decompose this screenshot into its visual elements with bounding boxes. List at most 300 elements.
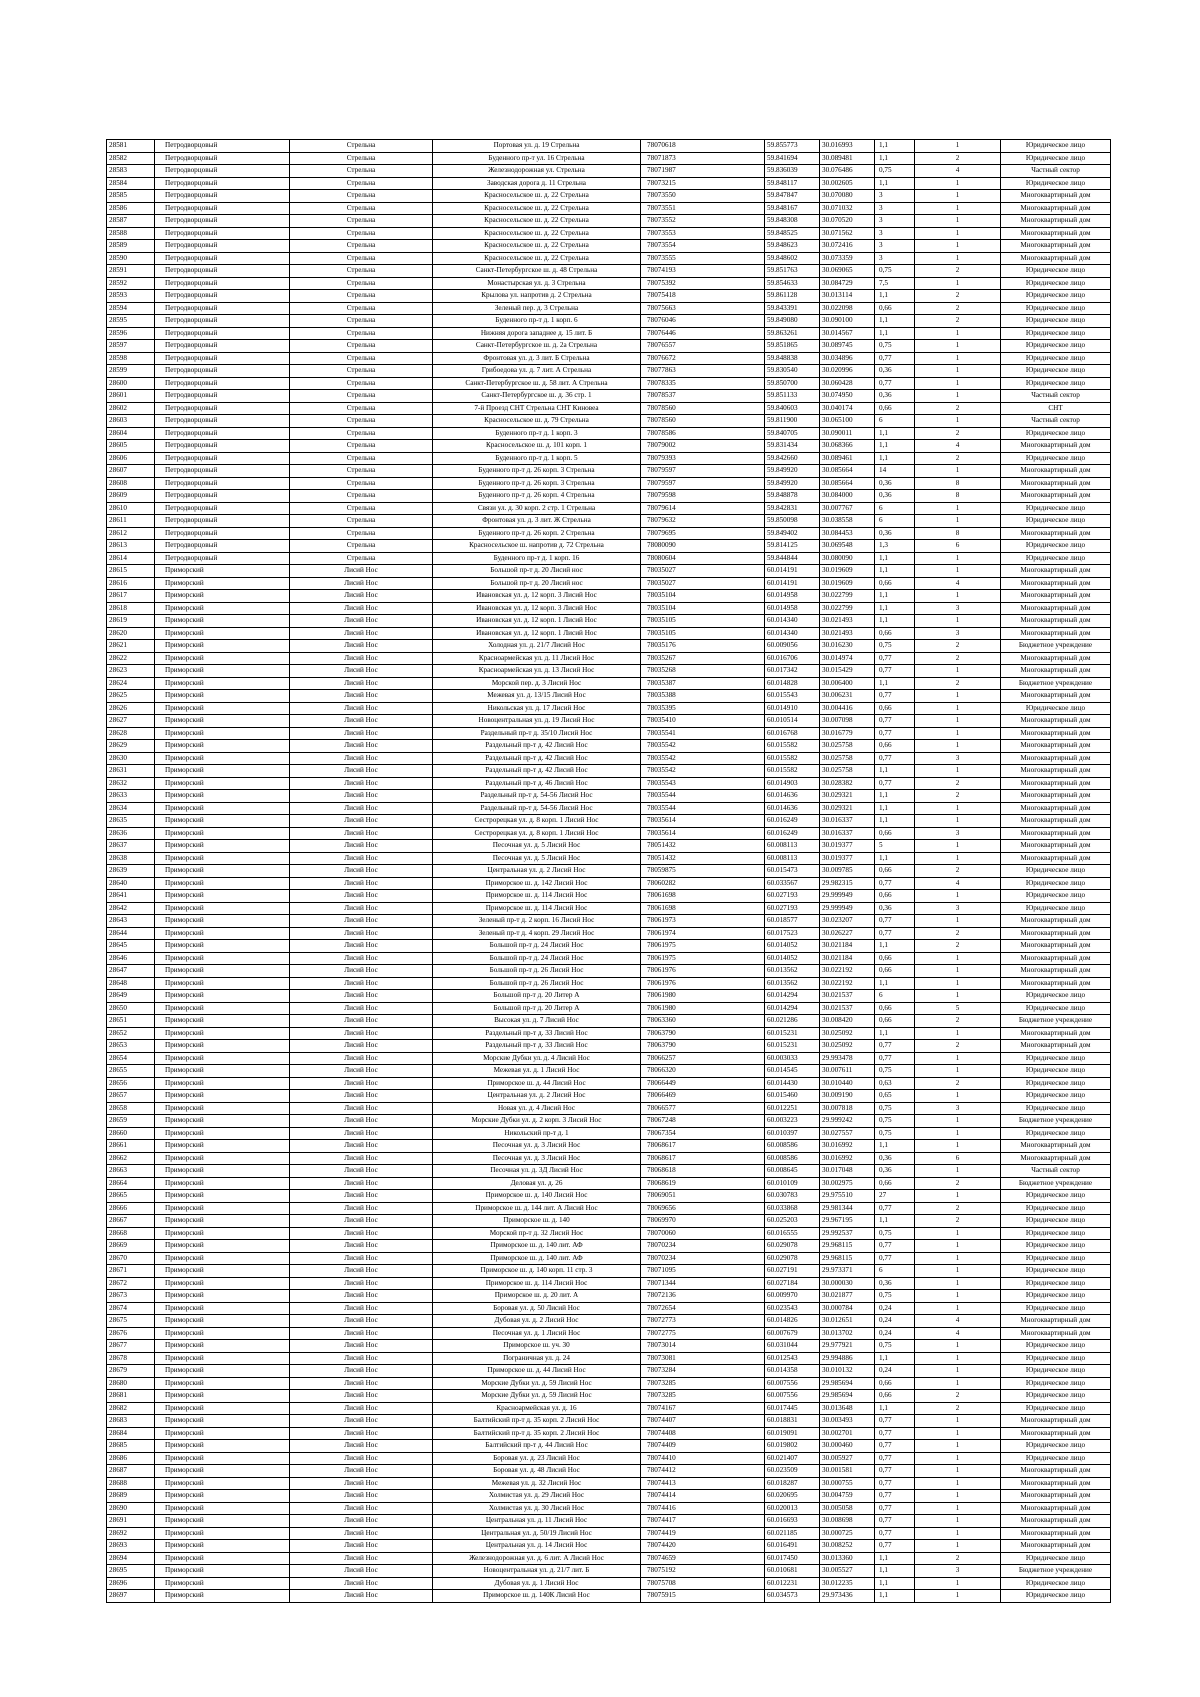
row-id: 28601 <box>107 390 155 403</box>
latitude-cell: 59.848525 <box>765 227 820 240</box>
longitude-cell: 30.020996 <box>820 365 875 378</box>
table-row <box>107 1377 1111 1390</box>
address-cell: Фронтовая ул. д. 3 лит. Ж Стрельна <box>433 515 641 528</box>
row-id: 28607 <box>107 465 155 478</box>
code-cell: 78074407 <box>641 1415 765 1428</box>
row-id: 28633 <box>107 790 155 803</box>
owner-type-cell: Многоквартирный дом <box>1001 1490 1111 1503</box>
row-id: 28616 <box>107 577 155 590</box>
address-cell: Приморское ш. д. 140 корп. 11 стр. 3 <box>433 1265 641 1278</box>
district-cell: Приморский <box>155 1290 290 1303</box>
table-row <box>107 1477 1111 1490</box>
longitude-cell: 29.968115 <box>820 1240 875 1253</box>
address-cell: Холмистая ул. д. 29 Лисий Нос <box>433 1490 641 1503</box>
district-cell: Петродворцовый <box>155 202 290 215</box>
code-cell: 78071095 <box>641 1265 765 1278</box>
volume-cell: 0,36 <box>875 1277 915 1290</box>
row-id: 28619 <box>107 615 155 628</box>
locality-cell: Лисий Нос <box>290 640 433 653</box>
latitude-cell: 60.021286 <box>765 1015 820 1028</box>
volume-cell: 0,24 <box>875 1315 915 1328</box>
longitude-cell: 30.009190 <box>820 1090 875 1103</box>
locality-cell: Лисий Нос <box>290 802 433 815</box>
volume-cell: 0,77 <box>875 352 915 365</box>
volume-cell: 1,1 <box>875 1352 915 1365</box>
longitude-cell: 30.021184 <box>820 952 875 965</box>
owner-type-cell: Юридическое лицо <box>1001 177 1111 190</box>
district-cell: Петродворцовый <box>155 177 290 190</box>
latitude-cell: 60.010514 <box>765 715 820 728</box>
district-cell: Приморский <box>155 1452 290 1465</box>
locality-cell: Лисий Нос <box>290 902 433 915</box>
district-cell: Петродворцовый <box>155 377 290 390</box>
district-cell: Приморский <box>155 840 290 853</box>
row-id: 28673 <box>107 1290 155 1303</box>
row-id: 28629 <box>107 740 155 753</box>
latitude-cell: 60.014903 <box>765 777 820 790</box>
count-cell: 1 <box>915 1052 1001 1065</box>
code-cell: 78074413 <box>641 1477 765 1490</box>
code-cell: 78073553 <box>641 227 765 240</box>
count-cell: 2 <box>915 640 1001 653</box>
latitude-cell: 59.849080 <box>765 315 820 328</box>
owner-type-cell: Юридическое лицо <box>1001 152 1111 165</box>
latitude-cell: 59.850700 <box>765 377 820 390</box>
district-cell: Приморский <box>155 915 290 928</box>
locality-cell: Лисий Нос <box>290 1252 433 1265</box>
volume-cell: 0,36 <box>875 365 915 378</box>
count-cell: 2 <box>915 315 1001 328</box>
volume-cell: 27 <box>875 1190 915 1203</box>
code-cell: 78066577 <box>641 1102 765 1115</box>
owner-type-cell: Многоквартирный дом <box>1001 965 1111 978</box>
longitude-cell: 30.085664 <box>820 465 875 478</box>
code-cell: 78070234 <box>641 1240 765 1253</box>
volume-cell: 1,1 <box>875 427 915 440</box>
latitude-cell: 60.009970 <box>765 1290 820 1303</box>
district-cell: Петродворцовый <box>155 552 290 565</box>
table-row <box>107 1540 1111 1553</box>
count-cell: 1 <box>915 1577 1001 1590</box>
volume-cell: 0,65 <box>875 1090 915 1103</box>
address-cell: Приморское ш. д. 44 Лисий Нос <box>433 1365 641 1378</box>
code-cell: 78073555 <box>641 252 765 265</box>
volume-cell: 0,66 <box>875 402 915 415</box>
district-cell: Приморский <box>155 565 290 578</box>
latitude-cell: 60.010109 <box>765 1177 820 1190</box>
volume-cell: 0,66 <box>875 952 915 965</box>
longitude-cell: 30.016230 <box>820 640 875 653</box>
row-id: 28612 <box>107 527 155 540</box>
volume-cell: 0,75 <box>875 1115 915 1128</box>
table-row <box>107 1077 1111 1090</box>
longitude-cell: 30.074950 <box>820 390 875 403</box>
address-cell: Сестрорецкая ул. д. 8 корп. 1 Лисий Нос <box>433 827 641 840</box>
district-cell: Приморский <box>155 1565 290 1578</box>
owner-type-cell: Юридическое лицо <box>1001 1302 1111 1315</box>
row-id: 28684 <box>107 1427 155 1440</box>
volume-cell: 0,36 <box>875 390 915 403</box>
district-cell: Приморский <box>155 877 290 890</box>
row-id: 28593 <box>107 290 155 303</box>
volume-cell: 1,1 <box>875 1215 915 1228</box>
owner-type-cell: Юридическое лицо <box>1001 1090 1111 1103</box>
count-cell: 1 <box>915 615 1001 628</box>
address-cell: Никольская ул. д. 17 Лисий Нос <box>433 702 641 715</box>
locality-cell: Стрельна <box>290 390 433 403</box>
address-cell: Раздельный пр-т д. 54-56 Лисий Нос <box>433 790 641 803</box>
row-id: 28657 <box>107 1090 155 1103</box>
volume-cell: 0,77 <box>875 1515 915 1528</box>
longitude-cell: 30.022799 <box>820 602 875 615</box>
longitude-cell: 30.014567 <box>820 327 875 340</box>
district-cell: Петродворцовый <box>155 440 290 453</box>
longitude-cell: 29.985694 <box>820 1390 875 1403</box>
row-id: 28674 <box>107 1302 155 1315</box>
row-id: 28624 <box>107 677 155 690</box>
address-cell: Красносельское ш. д. 22 Стрельна <box>433 240 641 253</box>
volume-cell: 0,75 <box>875 265 915 278</box>
owner-type-cell: Многоквартирный дом <box>1001 590 1111 603</box>
volume-cell: 0,77 <box>875 1202 915 1215</box>
volume-cell: 0,63 <box>875 1077 915 1090</box>
code-cell: 78073284 <box>641 1365 765 1378</box>
longitude-cell: 29.992537 <box>820 1227 875 1240</box>
owner-type-cell: Юридическое лицо <box>1001 340 1111 353</box>
count-cell: 1 <box>915 415 1001 428</box>
row-id: 28649 <box>107 990 155 1003</box>
owner-type-cell: Бюджетное учреждение <box>1001 640 1111 653</box>
volume-cell: 0,77 <box>875 1252 915 1265</box>
code-cell: 78079597 <box>641 477 765 490</box>
district-cell: Петродворцовый <box>155 527 290 540</box>
district-cell: Приморский <box>155 1365 290 1378</box>
owner-type-cell: Юридическое лицо <box>1001 265 1111 278</box>
volume-cell: 0,36 <box>875 1165 915 1178</box>
row-id: 28683 <box>107 1415 155 1428</box>
longitude-cell: 30.016993 <box>820 140 875 153</box>
code-cell: 78074408 <box>641 1427 765 1440</box>
address-cell: Красносельское ш. д. 22 Стрельна <box>433 190 641 203</box>
row-id: 28583 <box>107 165 155 178</box>
owner-type-cell: Многоквартирный дом <box>1001 727 1111 740</box>
row-id: 28643 <box>107 915 155 928</box>
address-cell: Центральная ул. д. 2 Лисий Нос <box>433 865 641 878</box>
code-cell: 78035104 <box>641 590 765 603</box>
district-cell: Петродворцовый <box>155 315 290 328</box>
code-cell: 78035105 <box>641 627 765 640</box>
code-cell: 78078586 <box>641 427 765 440</box>
code-cell: 78061975 <box>641 952 765 965</box>
count-cell: 1 <box>915 240 1001 253</box>
address-cell: Приморское ш. д. 20 лит. А <box>433 1290 641 1303</box>
table-row <box>107 540 1111 553</box>
count-cell: 1 <box>915 1377 1001 1390</box>
longitude-cell: 30.084453 <box>820 527 875 540</box>
count-cell: 2 <box>915 652 1001 665</box>
district-cell: Приморский <box>155 1152 290 1165</box>
longitude-cell: 30.001581 <box>820 1465 875 1478</box>
district-cell: Приморский <box>155 1390 290 1403</box>
volume-cell: 3 <box>875 190 915 203</box>
locality-cell: Лисий Нос <box>290 1440 433 1453</box>
longitude-cell: 30.022192 <box>820 965 875 978</box>
row-id: 28666 <box>107 1202 155 1215</box>
volume-cell: 0,75 <box>875 1227 915 1240</box>
district-cell: Приморский <box>155 765 290 778</box>
owner-type-cell: Многоквартирный дом <box>1001 977 1111 990</box>
locality-cell: Лисий Нос <box>290 852 433 865</box>
row-id: 28653 <box>107 1040 155 1053</box>
table-row <box>107 915 1111 928</box>
latitude-cell: 60.014294 <box>765 1002 820 1015</box>
latitude-cell: 59.841694 <box>765 152 820 165</box>
locality-cell: Лисий Нос <box>290 1140 433 1153</box>
district-cell: Приморский <box>155 615 290 628</box>
longitude-cell: 30.012651 <box>820 1315 875 1328</box>
latitude-cell: 60.003033 <box>765 1052 820 1065</box>
code-cell: 78067248 <box>641 1115 765 1128</box>
row-id: 28585 <box>107 190 155 203</box>
volume-cell: 0,77 <box>875 652 915 665</box>
latitude-cell: 60.014430 <box>765 1077 820 1090</box>
owner-type-cell: Юридическое лицо <box>1001 1127 1111 1140</box>
owner-type-cell: Многоквартирный дом <box>1001 1515 1111 1528</box>
row-id: 28662 <box>107 1152 155 1165</box>
code-cell: 78074412 <box>641 1465 765 1478</box>
volume-cell: 14 <box>875 465 915 478</box>
latitude-cell: 60.014910 <box>765 702 820 715</box>
volume-cell: 0,77 <box>875 665 915 678</box>
owner-type-cell: Многоквартирный дом <box>1001 240 1111 253</box>
count-cell: 1 <box>915 215 1001 228</box>
table-row <box>107 402 1111 415</box>
code-cell: 78078335 <box>641 377 765 390</box>
volume-cell: 1,1 <box>875 1565 915 1578</box>
volume-cell: 3 <box>875 252 915 265</box>
owner-type-cell: Юридическое лицо <box>1001 1065 1111 1078</box>
table-row <box>107 302 1111 315</box>
longitude-cell: 29.975510 <box>820 1190 875 1203</box>
count-cell: 1 <box>915 727 1001 740</box>
longitude-cell: 30.008252 <box>820 1540 875 1553</box>
locality-cell: Стрельна <box>290 365 433 378</box>
latitude-cell: 60.016693 <box>765 1515 820 1528</box>
locality-cell: Лисий Нос <box>290 1465 433 1478</box>
locality-cell: Лисий Нос <box>290 1427 433 1440</box>
code-cell: 78072136 <box>641 1290 765 1303</box>
locality-cell: Лисий Нос <box>290 1115 433 1128</box>
table-row <box>107 615 1111 628</box>
district-cell: Приморский <box>155 865 290 878</box>
table-row <box>107 1227 1111 1240</box>
volume-cell: 0,77 <box>875 915 915 928</box>
owner-type-cell: Юридическое лицо <box>1001 1377 1111 1390</box>
row-id: 28595 <box>107 315 155 328</box>
longitude-cell: 30.023207 <box>820 915 875 928</box>
table-row <box>107 1065 1111 1078</box>
table-row <box>107 990 1111 1003</box>
latitude-cell: 60.014958 <box>765 590 820 603</box>
locality-cell: Лисий Нос <box>290 1577 433 1590</box>
latitude-cell: 60.008586 <box>765 1140 820 1153</box>
locality-cell: Лисий Нос <box>290 577 433 590</box>
table-row <box>107 1590 1111 1603</box>
latitude-cell: 59.854633 <box>765 277 820 290</box>
count-cell: 2 <box>915 677 1001 690</box>
latitude-cell: 59.836039 <box>765 165 820 178</box>
count-cell: 1 <box>915 1352 1001 1365</box>
table-row <box>107 1352 1111 1365</box>
locality-cell: Стрельна <box>290 227 433 240</box>
count-cell: 2 <box>915 1390 1001 1403</box>
longitude-cell: 30.000784 <box>820 1302 875 1315</box>
row-id: 28645 <box>107 940 155 953</box>
table-row <box>107 152 1111 165</box>
volume-cell: 0,75 <box>875 1290 915 1303</box>
row-id: 28670 <box>107 1252 155 1265</box>
row-id: 28660 <box>107 1127 155 1140</box>
longitude-cell: 30.019377 <box>820 840 875 853</box>
district-cell: Петродворцовый <box>155 490 290 503</box>
locality-cell: Лисий Нос <box>290 990 433 1003</box>
code-cell: 78074420 <box>641 1540 765 1553</box>
row-id: 28625 <box>107 690 155 703</box>
code-cell: 78079598 <box>641 490 765 503</box>
table-row <box>107 777 1111 790</box>
latitude-cell: 60.033868 <box>765 1202 820 1215</box>
code-cell: 78067354 <box>641 1127 765 1140</box>
district-cell: Приморский <box>155 652 290 665</box>
longitude-cell: 29.999242 <box>820 1115 875 1128</box>
locality-cell: Стрельна <box>290 152 433 165</box>
table-row <box>107 1565 1111 1578</box>
volume-cell: 0,66 <box>875 1177 915 1190</box>
owner-type-cell: Юридическое лицо <box>1001 277 1111 290</box>
volume-cell: 0,36 <box>875 1152 915 1165</box>
owner-type-cell: Юридическое лицо <box>1001 290 1111 303</box>
count-cell: 1 <box>915 252 1001 265</box>
table-row <box>107 1015 1111 1028</box>
owner-type-cell: Бюджетное учреждение <box>1001 1565 1111 1578</box>
address-cell: Санкт-Петербургское ш. д. 36 стр. 1 <box>433 390 641 403</box>
longitude-cell: 30.016992 <box>820 1140 875 1153</box>
table-row <box>107 815 1111 828</box>
district-cell: Приморский <box>155 1115 290 1128</box>
table-row <box>107 1427 1111 1440</box>
district-cell: Приморский <box>155 1202 290 1215</box>
longitude-cell: 30.022098 <box>820 302 875 315</box>
locality-cell: Стрельна <box>290 215 433 228</box>
table-row <box>107 940 1111 953</box>
district-cell: Петродворцовый <box>155 265 290 278</box>
row-id: 28635 <box>107 815 155 828</box>
district-cell: Приморский <box>155 1065 290 1078</box>
code-cell: 78063790 <box>641 1027 765 1040</box>
longitude-cell: 30.022192 <box>820 977 875 990</box>
latitude-cell: 60.034573 <box>765 1590 820 1603</box>
locality-cell: Лисий Нос <box>290 877 433 890</box>
code-cell: 78068617 <box>641 1152 765 1165</box>
table-row <box>107 1240 1111 1253</box>
code-cell: 78060282 <box>641 877 765 890</box>
latitude-cell: 59.848117 <box>765 177 820 190</box>
address-cell: Большой пр-т д. 20 Литер А <box>433 1002 641 1015</box>
district-cell: Приморский <box>155 1227 290 1240</box>
row-id: 28665 <box>107 1190 155 1203</box>
address-cell: Буденного пр-т д. 26 корп. 3 Стрельна <box>433 477 641 490</box>
volume-cell: 1,1 <box>875 152 915 165</box>
row-id: 28667 <box>107 1215 155 1228</box>
district-cell: Приморский <box>155 640 290 653</box>
address-cell: Ивановская ул. д. 12 корп. 3 Лисий Нос <box>433 602 641 615</box>
longitude-cell: 30.060428 <box>820 377 875 390</box>
owner-type-cell: Юридическое лицо <box>1001 1227 1111 1240</box>
longitude-cell: 30.000755 <box>820 1477 875 1490</box>
latitude-cell: 60.033567 <box>765 877 820 890</box>
row-id: 28606 <box>107 452 155 465</box>
table-row <box>107 477 1111 490</box>
owner-type-cell: СНТ <box>1001 402 1111 415</box>
code-cell: 78079002 <box>641 440 765 453</box>
code-cell: 78035614 <box>641 815 765 828</box>
table-row <box>107 890 1111 903</box>
address-cell: Красноармейская ул. д. 13 Лисий Нос <box>433 665 641 678</box>
longitude-cell: 30.072416 <box>820 240 875 253</box>
locality-cell: Лисий Нос <box>290 1277 433 1290</box>
volume-cell: 0,77 <box>875 877 915 890</box>
longitude-cell: 29.973371 <box>820 1265 875 1278</box>
locality-cell: Лисий Нос <box>290 1402 433 1415</box>
volume-cell: 0,77 <box>875 1052 915 1065</box>
locality-cell: Стрельна <box>290 327 433 340</box>
count-cell: 1 <box>915 665 1001 678</box>
row-id: 28614 <box>107 552 155 565</box>
row-id: 28603 <box>107 415 155 428</box>
volume-cell: 0,77 <box>875 1452 915 1465</box>
code-cell: 78068617 <box>641 1140 765 1153</box>
locality-cell: Лисий Нос <box>290 715 433 728</box>
row-id: 28669 <box>107 1240 155 1253</box>
address-cell: Дубовая ул. д. 1 Лисий Нос <box>433 1577 641 1590</box>
waste-sites-table <box>106 139 1111 1603</box>
owner-type-cell: Бюджетное учреждение <box>1001 677 1111 690</box>
locality-cell: Лисий Нос <box>290 1215 433 1228</box>
count-cell: 1 <box>915 1227 1001 1240</box>
district-cell: Приморский <box>155 1027 290 1040</box>
row-id: 28672 <box>107 1277 155 1290</box>
row-id: 28631 <box>107 765 155 778</box>
count-cell: 1 <box>915 202 1001 215</box>
code-cell: 78073285 <box>641 1390 765 1403</box>
locality-cell: Лисий Нос <box>290 1077 433 1090</box>
address-cell: Санкт-Петербургское ш. д. 2а Стрельна <box>433 340 641 353</box>
code-cell: 78074419 <box>641 1527 765 1540</box>
row-id: 28588 <box>107 227 155 240</box>
table-row <box>107 327 1111 340</box>
address-cell: Раздельный пр-т д. 42 Лисий Нос <box>433 740 641 753</box>
latitude-cell: 59.849402 <box>765 527 820 540</box>
locality-cell: Лисий Нос <box>290 865 433 878</box>
volume-cell: 0,66 <box>875 627 915 640</box>
row-id: 28605 <box>107 440 155 453</box>
volume-cell: 0,77 <box>875 1465 915 1478</box>
district-cell: Приморский <box>155 1252 290 1265</box>
count-cell: 1 <box>915 852 1001 865</box>
count-cell: 1 <box>915 952 1001 965</box>
row-id: 28610 <box>107 502 155 515</box>
locality-cell: Лисий Нос <box>290 790 433 803</box>
